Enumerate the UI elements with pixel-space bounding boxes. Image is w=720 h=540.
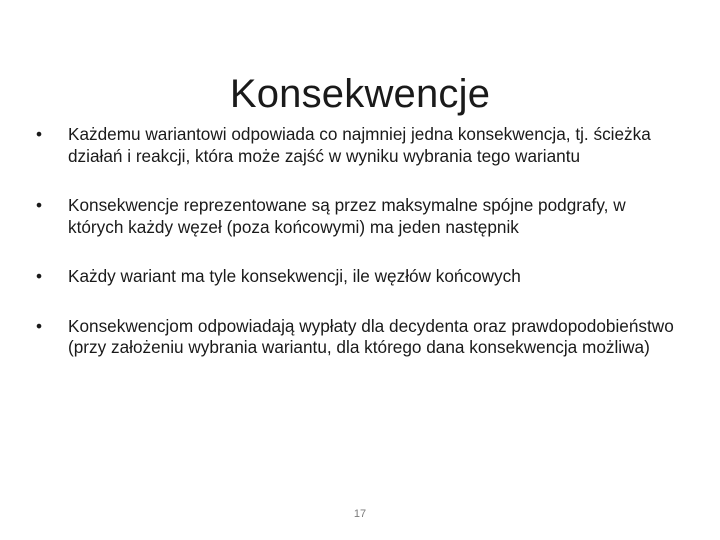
bullet-item-1 <box>36 124 676 167</box>
bullet-item-4 <box>36 316 676 359</box>
slide-title: Konsekwencje <box>229 71 491 116</box>
bullet-list <box>36 124 676 387</box>
bullet-text-1: Każdemu wariantowi odpowiada co najmniej jedna konsekwencja, tj. ścieżka działań i reakcji, która może zajść w wyniku wybrania tego wariantu <box>68 124 651 166</box>
bullet-marker: • <box>36 124 43 144</box>
bullet-marker: • <box>36 315 43 336</box>
page-number: 17 <box>353 508 367 520</box>
bullet-marker: • <box>36 195 43 215</box>
bullet-item-3 <box>36 266 676 288</box>
bullet-text-4: Konsekwencjom odpowiadają wypłaty dla decydenta oraz prawdopodobieństwo (przy założeniu wybrania wariantu, dla którego dana konsekwencja możliwa) <box>68 315 674 357</box>
bullet-text-2: Konsekwencje reprezentowane są przez maksymalne spójne podgrafy, w których każdy węzeł (poza końcowymi) ma jeden następnik <box>68 195 626 237</box>
bullet-item-2 <box>36 195 676 238</box>
bullet-text-3: Każdy wariant ma tyle konsekwencji, ile węzłów końcowych <box>68 266 521 286</box>
bullet-marker: • <box>36 266 43 286</box>
